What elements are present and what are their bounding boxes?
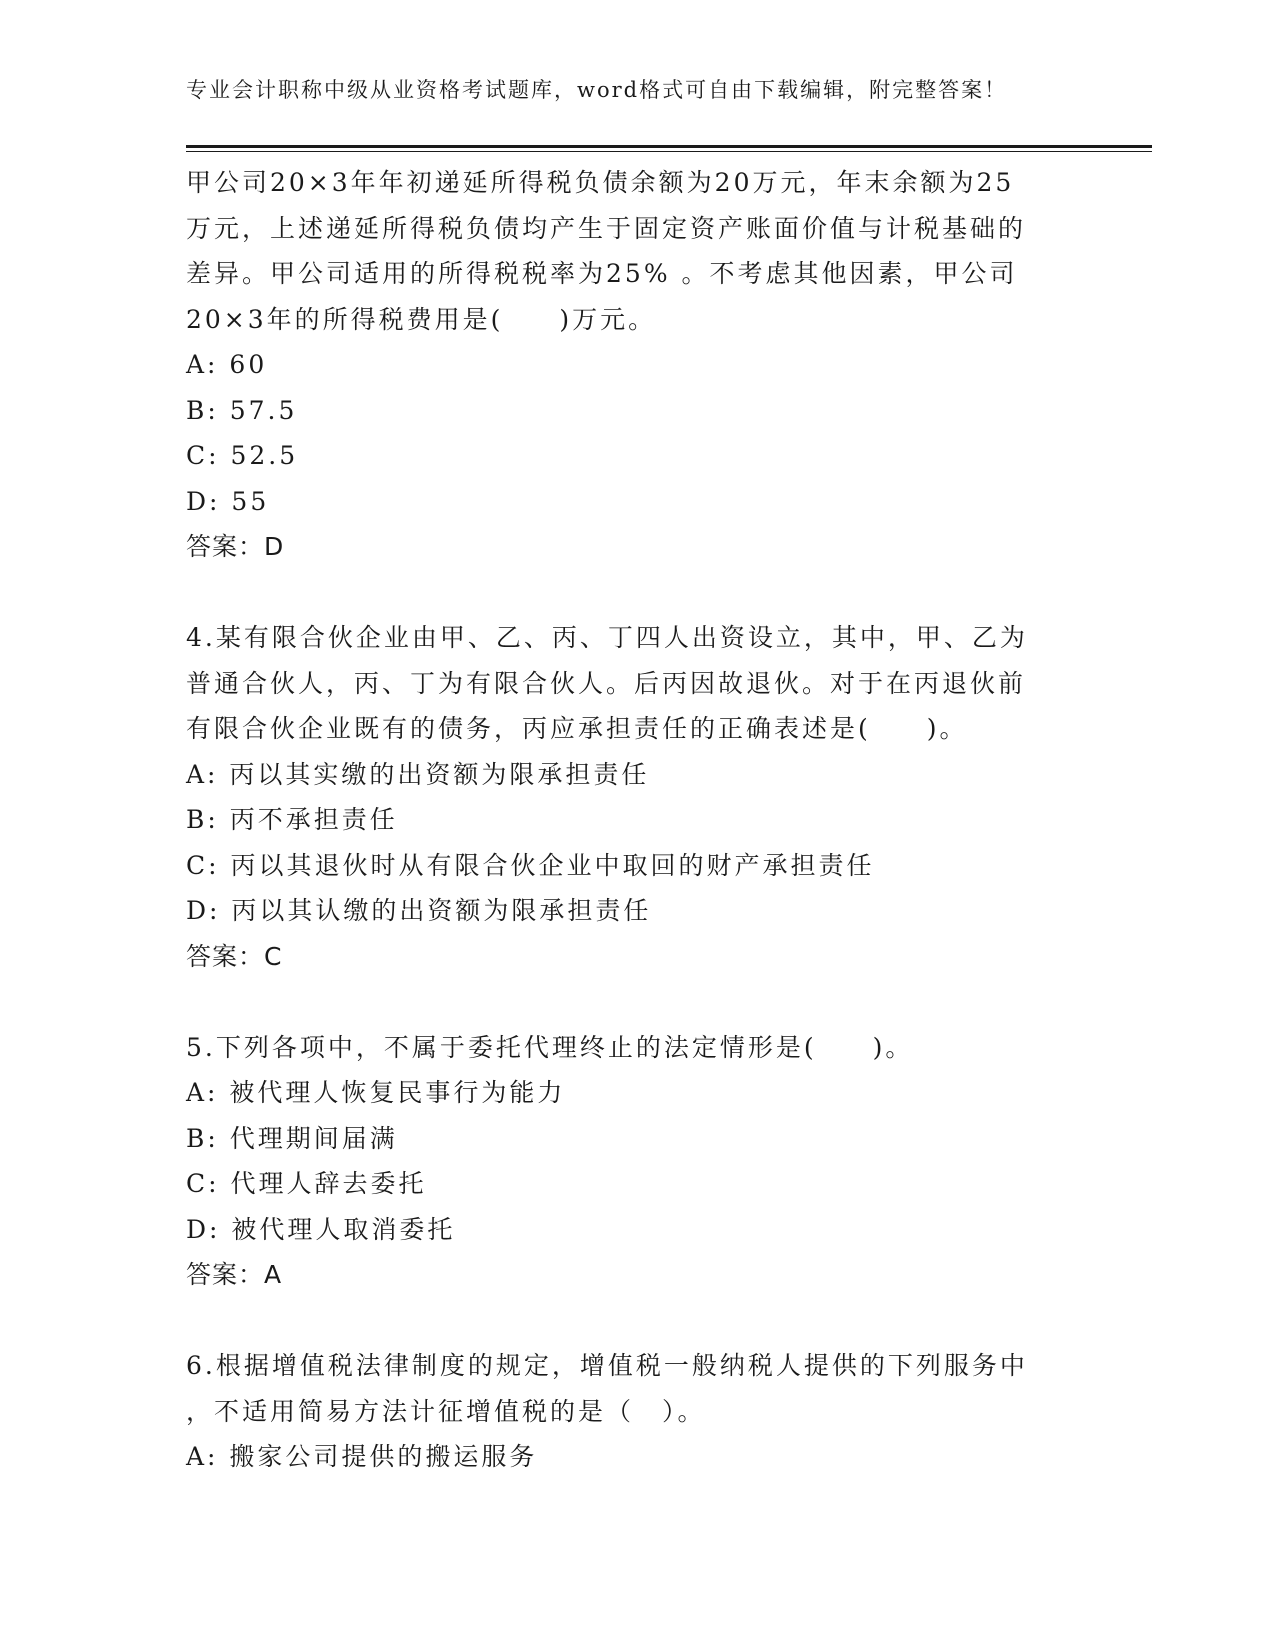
option-a: A: 60 [186,350,268,379]
option-c: C: 52.5 [186,441,299,470]
option-b: B: 57.5 [186,395,298,425]
page-header: 专业会计职称中级从业资格考试题库，word格式可自由下载编辑，附完整答案！ [186,78,1008,102]
question-item [186,160,1086,570]
option-a: A: 丙以其实缴的出资额为限承担责任 [186,759,650,789]
question-list [186,160,1086,1480]
option-d: D: 55 [186,486,270,516]
option-a: A: 被代理人恢复民事行为能力 [186,1078,566,1107]
question-stem-line: 6.根据增值税法律制度的规定，增值税一般纳税人提供的下列服务中 [186,1351,1028,1380]
option-a: A: 搬家公司提供的搬运服务 [186,1442,538,1471]
question-stem-line: 4.某有限合伙企业由甲、乙、丙、丁四人出资设立，其中，甲、乙为 [186,623,1028,652]
option-d: D: 丙以其认缴的出资额为限承担责任 [186,896,652,925]
question-stem-line: 20×3年的所得税费用是( )万元。 [186,304,657,334]
option-b: B: 丙不承担责任 [186,805,398,834]
answer-line: 答案：A [186,1260,283,1289]
option-c: C: 丙以其退伙时从有限合伙企业中取回的财产承担责任 [186,850,875,880]
question-item [186,615,1086,979]
question-item [186,1343,1086,1480]
question-stem-line: 甲公司20×3年年初递延所得税负债余额为20万元，年末余额为25 [186,168,1015,197]
header-rule-thick [186,145,1152,148]
question-item [186,1025,1086,1298]
header-rule-thin [186,151,1152,152]
answer-line: 答案：C [186,941,283,971]
question-stem-line: ，不适用简易方法计征增值税的是（ ）。 [186,1396,706,1426]
question-stem-line: 差异。甲公司适用的所得税税率为25% 。不考虑其他因素，甲公司 [186,259,1018,288]
spacer [186,979,1086,1025]
option-b: B: 代理期间届满 [186,1123,398,1153]
spacer [186,570,1086,616]
question-stem-line: 普通合伙人，丙、丁为有限合伙人。后丙因故退伙。对于在丙退伙前 [186,668,1027,698]
option-d: D: 被代理人取消委托 [186,1214,456,1244]
question-stem-line: 有限合伙企业既有的债务，丙应承担责任的正确表述是( )。 [186,714,968,743]
question-stem-line: 5.下列各项中，不属于委托代理终止的法定情形是( )。 [186,1032,914,1062]
option-c: C: 代理人辞去委托 [186,1169,427,1198]
answer-line: 答案：D [186,532,285,561]
question-stem-line: 万元，上述递延所得税负债均产生于固定资产账面价值与计税基础的 [186,213,1027,243]
spacer [186,1298,1086,1344]
